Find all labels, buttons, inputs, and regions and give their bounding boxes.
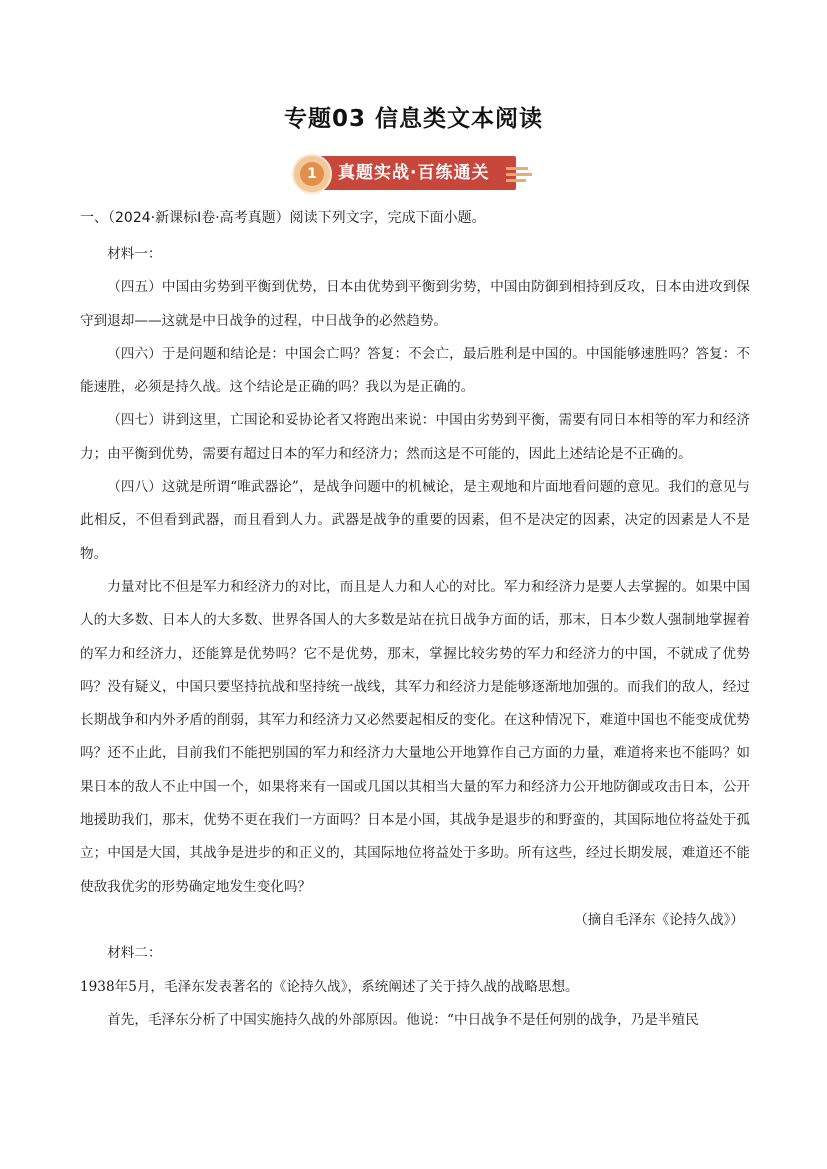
banner-number: 1 [300,162,324,186]
paragraph-46: （四六）于是问题和结论是：中国会亡吗？答复：不会亡，最后胜利是中国的。中国能够速胜吗？答复：不能速胜，必须是持久战。这个结论是正确的吗？我以为是正确的。 [80,345,750,396]
banner-number-badge [292,154,332,194]
material-one-heading: 材料一： [107,246,162,262]
material-two-paragraph-2: 首先，毛泽东分析了中国实施持久战的外部原因。他说：“中日战争不是任何别的战争，乃是半殖民 [107,1011,699,1028]
banner-stripes-decoration [506,167,532,187]
section-banner [292,153,534,193]
source-citation: （摘自毛泽东《论持久战》） [574,911,744,928]
paragraph-48: （四八）这就是所谓“唯武器论”，是战争问题中的机械论，是主观地和片面地看问题的意见。我们的意见与此相反，不但看到武器，而且看到人力。武器是战争的重要的因素，但不是决定的因素，决定的因素是人不是物。 [80,479,750,562]
reading-passage [80,238,750,1037]
paragraph-45: （四五）中国由劣势到平衡到优势，日本由优势到平衡到劣势，中国由防御到相持到反攻，日本由进攻到保守到退却——这就是中日战争的过程，中日战争的必然趋势。 [80,279,750,329]
material-two-heading: 材料二： [107,945,162,962]
question-intro: 一、（2024·新课标Ⅰ卷·高考真题）阅读下列文字，完成下面小题。 [80,210,486,226]
paragraph-47: （四七）讲到这里，亡国论和妥协论者又将跑出来说：中国由劣势到平衡，需要有同日本相等的军力和经济力；由平衡到优势，需要有超过日本的军力和经济力；然而这是不可能的，因此上述结论是不正确的。 [80,412,750,462]
banner-text: 真题实战·百练通关 [338,163,490,183]
material-two-paragraph-1: 1938年5月，毛泽东发表著名的《论持久战》，系统阐述了关于持久战的战略思想。 [80,978,579,995]
paragraph-force-comparison: 力量对比不但是军力和经济力的对比，而且是人力和人心的对比。军力和经济力是要人去掌握的。如果中国人的大多数、日本人的大多数、世界各国人的大多数是站在抗日战争方面的话，那末，日本少数人强制地掌握着的军力和经济力，还能算是优势吗？它不是优势，那末，掌握比较劣势的军力和经济力的中国，不就成了优势吗？没有疑义，中国只要坚持抗战和坚持统一战线，其军力和经济力是能够逐渐地加强的。而我们的敌人，经过长期战争和内外矛盾的削弱，其军力和经济力又必然要起相反的变化。在这种情况下，难道中国也不能变成优势吗？还不止此，目前我们不能把别国的军力和经济力大量地公开地算作自己方面的力量，难道将来也不能吗？如果日本的敌人不止中国一个，如果将来有一国或几国以其相当大量的军力和经济力公开地防御或攻击日本，公开地援助我们，那末，优势不更在我们一方面吗？日本是小国，其战争是退步的和野蛮的，其国际地位将益处于孤立；中国是大国，其战争是进步的和正义的，其国际地位将益处于多助。所有这些，经过长期发展，难道还不能使敌我优劣的形势确定地发生变化吗？ [80,578,750,895]
page-title: 专题03 信息类文本阅读 [283,106,543,132]
